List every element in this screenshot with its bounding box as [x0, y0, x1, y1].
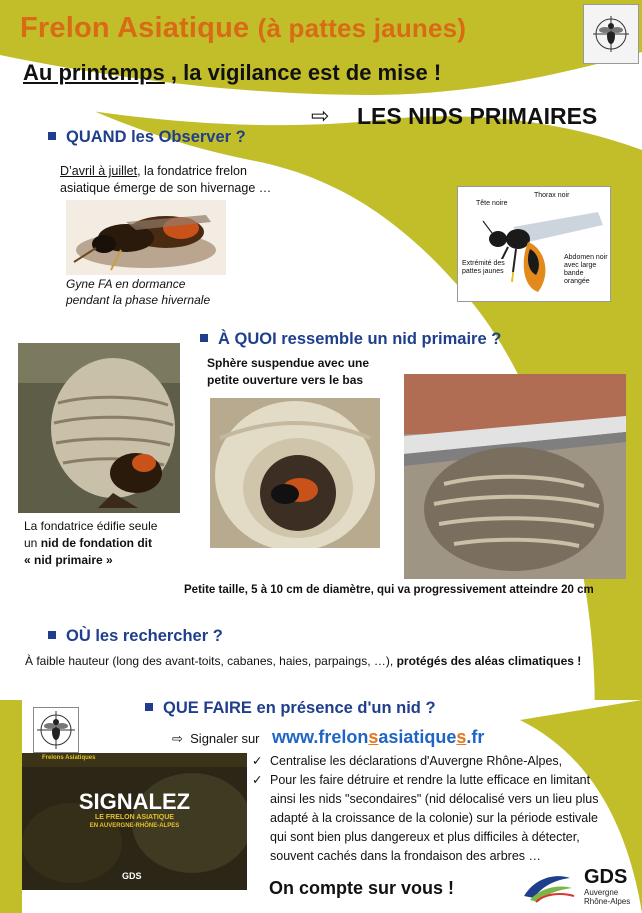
website-link[interactable]: www.frelonsasiatiques.fr — [272, 727, 485, 747]
arrow-right-icon: ⇨ — [311, 103, 330, 128]
screenshot-gds-logo: GDS — [122, 871, 142, 881]
heading-que-faire: QUE FAIRE en présence d'un nid ? — [145, 699, 436, 718]
hornet-crosshair-icon — [33, 707, 79, 753]
label-legs: Extrémité des pattes jaunes — [460, 259, 512, 277]
check-item: ✓ Pour les faire détruire et rendre la lutte efficace en limitant ainsi les nids "secondaires" (nid délocalisé vers un lieu plus adapté à la croissance de la colonie) sur la période estivale qui sont bien plus dangereux et plus difficiles à détecter, souvent cachés dans la frondaison des arbres … — [252, 773, 599, 863]
check-item: ✓ Centralise les déclarations d'Auvergne Rhône-Alpes, — [252, 752, 612, 771]
nest-opening-photo — [210, 398, 380, 548]
quand-text: D’avril à juillet, la fondatrice frelon asiatique émerge de son hivernage … — [60, 164, 272, 195]
bullet-icon — [48, 631, 56, 639]
heading-ou: OÙ les rechercher ? — [48, 627, 223, 646]
bullet-icon — [200, 334, 208, 342]
sphere-text: Sphère suspendue avec une petite ouverture vers le bas — [207, 356, 370, 387]
heading-quand: QUAND les Observer ? — [48, 128, 246, 147]
checkmark-icon: ✓ — [252, 773, 263, 787]
signal-line: ⇨ Signaler sur — [172, 731, 260, 746]
checklist — [252, 752, 612, 866]
gds-text: GDS — [584, 866, 628, 888]
size-text: Petite taille, 5 à 10 cm de diamètre, qui va progressivement atteindre 20 cm — [184, 584, 594, 596]
hornet-logo-icon — [583, 4, 639, 64]
section-heading-nids: LES NIDS PRIMAIRES — [357, 103, 598, 129]
banner-tagline-1: LE FRELON ASIATIQUE — [95, 814, 174, 821]
label-head: Tête noire — [476, 200, 508, 207]
bullet-icon — [48, 132, 56, 140]
page-title: Frelon Asiatique (à pattes jaunes) — [20, 12, 467, 44]
heading-quoi: À QUOI ressemble un nid primaire ? — [200, 330, 501, 349]
subtitle: Au printemps , la vigilance est de mise ! — [23, 60, 442, 85]
checkmark-icon: ✓ — [252, 754, 263, 768]
ou-text: À faible hauteur (long des avant-toits, cabanes, haies, parpaings, …), protégés des aléas climatiques ! — [25, 654, 582, 668]
arrow-right-icon: ⇨ — [172, 731, 183, 746]
signalez-banner: SIGNALEZ — [78, 789, 191, 814]
gds-region: Auvergne Rhône-Alpes — [584, 888, 631, 906]
bullet-icon — [145, 703, 153, 711]
gds-swoosh-icon — [520, 868, 580, 908]
fondatrice-text: La fondatrice édifie seule un nid de fondation dit « nid primaire » — [24, 519, 158, 567]
hornet-anatomy-diagram — [457, 186, 611, 302]
dormant-caption: Gyne FA en dormance pendant la phase hivernale — [66, 277, 211, 307]
label-abdomen: Abdomen noir avec large bande orangée — [562, 253, 610, 287]
gds-logo — [520, 866, 636, 910]
site-name: Frelons Asiatiques — [42, 755, 96, 761]
closing-text: On compte sur vous ! — [269, 878, 455, 898]
nest-under-roof-photo — [404, 374, 626, 579]
website-screenshot — [22, 753, 247, 890]
dormant-hornet-photo — [66, 200, 226, 275]
banner-tagline-2: EN AUVERGNE-RHÔNE-ALPES — [89, 823, 180, 829]
nest-with-queen-photo — [18, 343, 180, 513]
label-thorax: Thorax noir — [534, 192, 570, 199]
